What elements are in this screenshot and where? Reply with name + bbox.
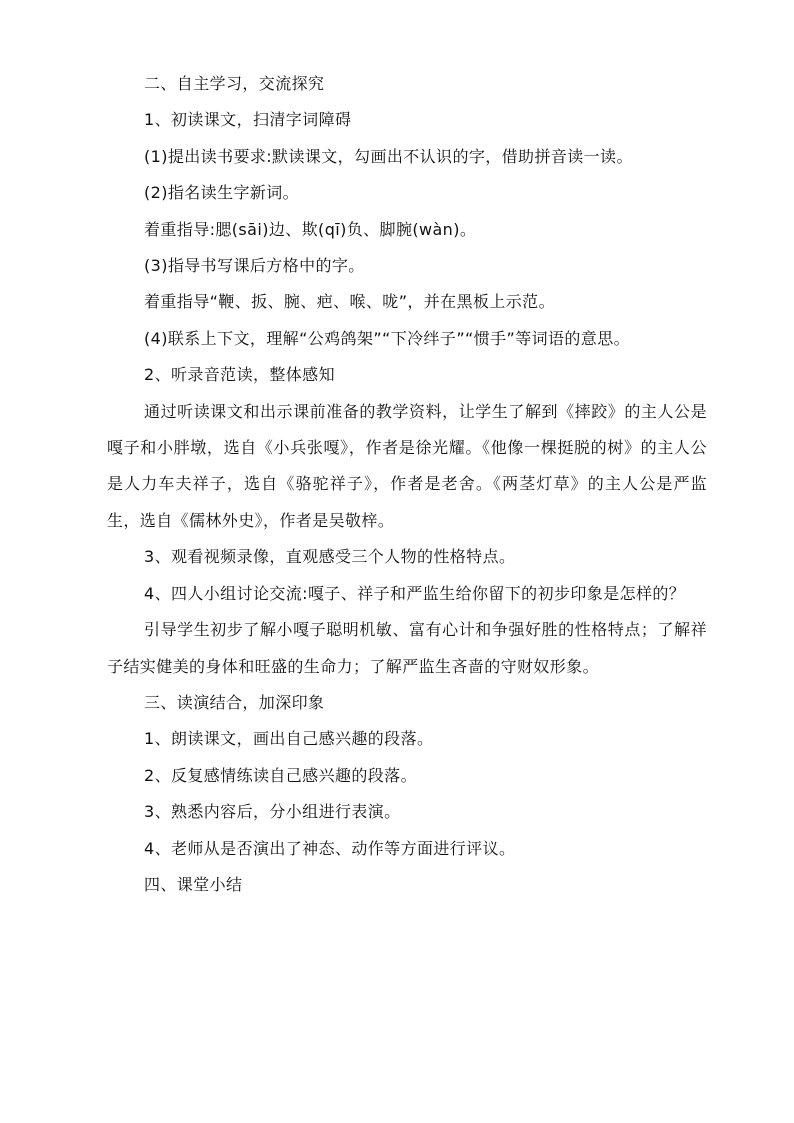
- paragraph-character-demo: 着重指导“鞭、扳、腕、疤、喉、咙”，并在黑板上示范。: [144, 292, 555, 312]
- subsection-heading-1: 1、初读课文，扫清字词障碍: [144, 110, 352, 130]
- subsection-heading-2: 2、听录音范读，整体感知: [144, 365, 335, 385]
- document-page: [107, 66, 707, 903]
- section-heading-4: 四、课堂小结: [144, 874, 243, 894]
- paragraph-read-new-words: (2)指名读生字新词。: [144, 183, 300, 203]
- paragraph-works-intro: 通过听读课文和出示课前准备的教学资料，让学生了解到《摔跤》的主人公是嘎子和小胖墩，选自《小兵张嘎》，作者是徐光耀。《他像一棵挺脱的树》的主人公是人力车夫祥子，选自《骆驼祥子》，作者是老舍。《两茎灯草》的主人公是严监生，选自《儒林外史》，作者是吴敬梓。: [107, 401, 707, 530]
- list-item-2: 2、反复感情练读自己感兴趣的段落。: [144, 765, 417, 785]
- paragraph-context-meaning: (4)联系上下文，理解“公鸡鸽架”“下冷绊子”“惯手”等词语的意思。: [144, 328, 630, 348]
- paragraph-character-traits: 引导学生初步了解小嘎子聪明机敏、富有心计和争强好胜的性格特点；了解祥子结实健美的身体和旺盛的生命力；了解严监生吝啬的守财奴形象。: [107, 620, 707, 676]
- list-item-4: 4、老师从是否演出了神态、动作等方面进行评议。: [144, 838, 516, 858]
- paragraph-pronunciation-guide: 着重指导:腮(sāi)边、欺(qī)负、脚腕(wàn)。: [144, 219, 477, 239]
- list-item-3: 3、熟悉内容后，分小组进行表演。: [144, 802, 401, 822]
- section-heading-2: 二、自主学习，交流探究: [144, 74, 325, 93]
- subsection-heading-3: 3、观看视频录像，直观感受三个人物的性格特点。: [144, 547, 516, 567]
- paragraph-reading-requirement: (1)提出读书要求:默读课文，勾画出不认识的字，借助拼音读一读。: [144, 146, 633, 166]
- subsection-heading-4: 4、四人小组讨论交流:嘎子、祥子和严监生给你留下的初步印象是怎样的？: [144, 583, 686, 603]
- paragraph-writing-guide: (3)指导书写课后方格中的字。: [144, 256, 365, 276]
- section-heading-3: 三、读演结合，加深印象: [144, 692, 325, 712]
- list-item-1: 1、朗读课文，画出自己感兴趣的段落。: [144, 729, 434, 749]
